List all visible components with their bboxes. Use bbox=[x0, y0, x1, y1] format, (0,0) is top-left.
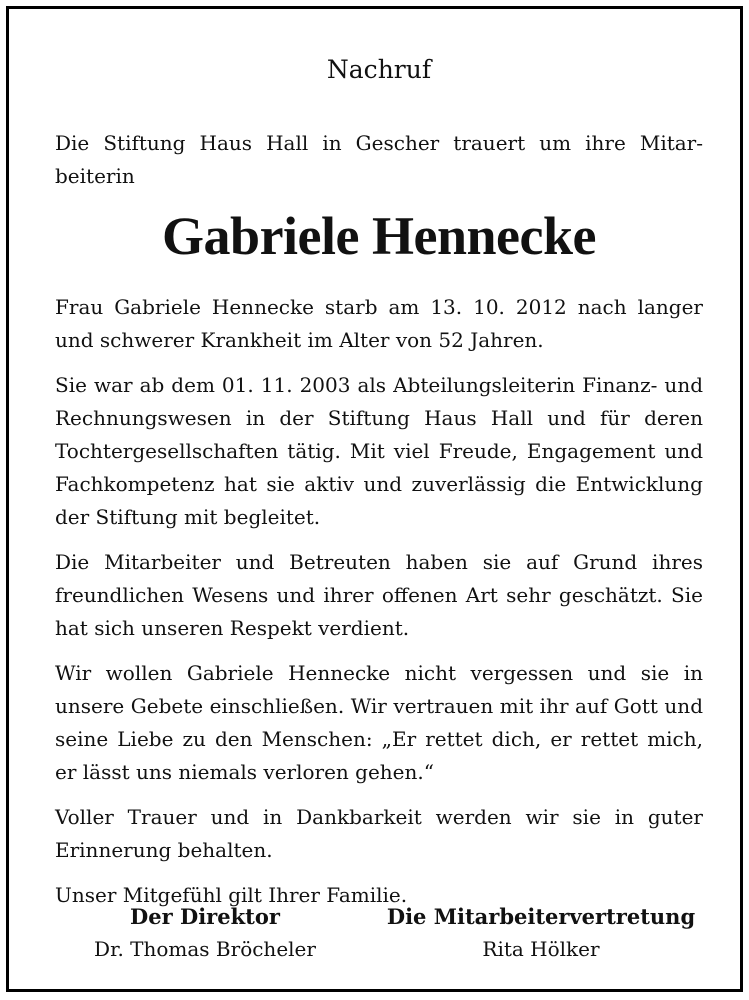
deceased-name: Gabriele Hennecke bbox=[162, 206, 596, 266]
obituary-frame bbox=[6, 6, 743, 992]
intro-text: Die Stiftung Haus Hall in Gescher trauert um ihre Mitarbeiterin bbox=[55, 131, 703, 188]
paragraph-gratitude: Voller Trauer und in Dankbarkeit werden wir sie in guter Erinnerung behalten. bbox=[55, 805, 703, 862]
signature-title: Die Mitarbeitervertretung bbox=[386, 904, 696, 929]
signature-name: Rita Hölker bbox=[482, 937, 600, 961]
paragraph-appreciation: Die Mitarbeiter und Betreuten haben sie auf Grund ihres freundlichen Wesens und ihrer offenen Art sehr geschätzt. Sie hat sich unseren Respekt verdient. bbox=[55, 550, 703, 640]
signature-title: Der Direktor bbox=[130, 904, 280, 929]
paragraph-death: Frau Gabriele Hennecke starb am 13. 10. 2012 nach langer und schwerer Krankheit im Alter von 52 Jahren. bbox=[55, 295, 703, 352]
paragraph-prayer: Wir wollen Gabriele Hennecke nicht vergessen und sie in unsere Gebete einschließen. Wir vertrauen mit ihr auf Gott und seine Liebe zu den Menschen: „Er rettet dich, er rettet mich, er lässt uns niemals verloren gehen.“ bbox=[55, 661, 703, 784]
paragraph-condolence: Unser Mitgefühl gilt Ihrer Familie. bbox=[55, 883, 408, 907]
obituary-body bbox=[55, 291, 703, 924]
notice-heading: Nachruf bbox=[326, 55, 432, 84]
signature-director bbox=[55, 901, 355, 965]
signature-name: Dr. Thomas Bröcheler bbox=[94, 937, 316, 961]
paragraph-career: Sie war ab dem 01. 11. 2003 als Abteilungsleiterin Finanz- und Rechnungswesen in der Stiftung Haus Hall und für deren Tochtergesellschaften tätig. Mit viel Freude, Engagement und Fachkompetenz hat sie aktiv und zuverlässig die Entwicklung der Stiftung mit begleitet. bbox=[55, 373, 703, 529]
signature-staff-council bbox=[379, 901, 703, 965]
